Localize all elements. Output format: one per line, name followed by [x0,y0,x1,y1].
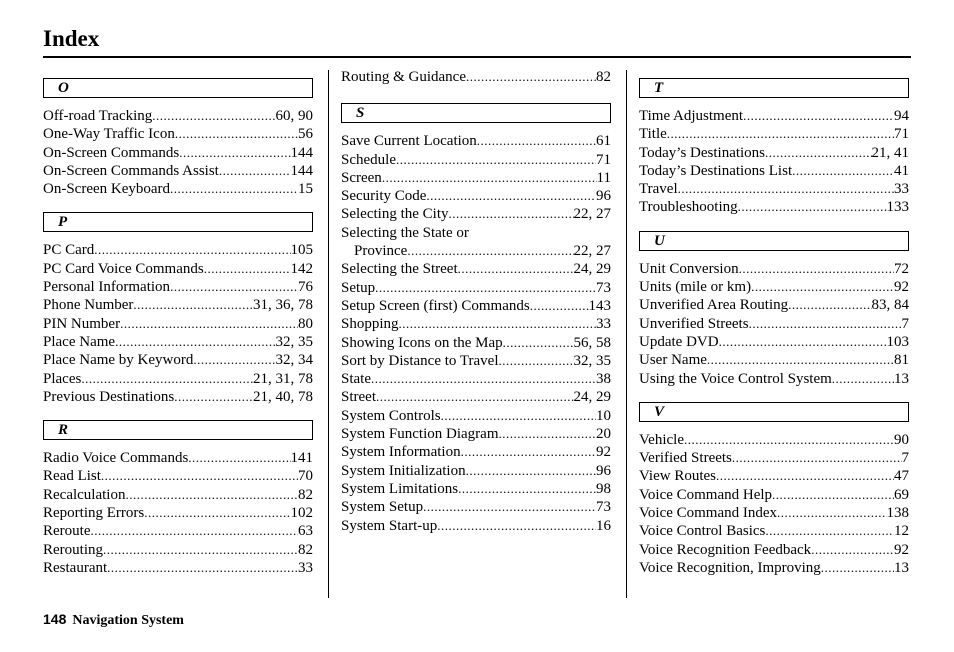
section-letter-heading: O [43,78,313,98]
index-entry [341,370,611,388]
page-references: 96 [596,462,611,479]
index-term: Unverified Area Routing [639,297,789,314]
index-entry [341,205,611,223]
index-entry [43,241,313,259]
index-term: PC Card [43,242,95,259]
index-term: Routing & Guidance [341,69,466,85]
page-references: 138 [886,505,909,522]
index-entry [43,370,313,388]
page-references: 32, 34 [275,352,313,369]
index-entry [639,370,909,388]
index-term: System Limitations [341,480,459,497]
index-term: Place Name by Keyword [43,352,194,369]
index-term: On-Screen Commands Assist [43,162,219,179]
dot-leader [175,125,298,143]
index-entry [43,107,313,125]
index-entry [639,333,909,351]
page-references: 69 [894,486,909,503]
page-references: 11 [596,169,611,186]
index-entry [639,278,909,296]
index-term: Showing Icons on the Map [341,334,503,351]
dot-leader [458,260,574,278]
dot-leader [382,169,597,187]
page-references: 32, 35 [275,333,313,350]
index-section [639,402,909,577]
dot-leader [170,180,298,198]
index-term: System Initialization [341,462,466,479]
dot-leader [94,241,290,259]
index-entry [43,162,313,180]
index-term: Reporting Errors [43,505,145,522]
index-entry [341,68,611,86]
index-entry [639,180,909,198]
index-section [341,103,611,535]
index-term: Personal Information [43,279,171,296]
index-entry [639,431,909,449]
dot-leader [103,541,298,559]
section-letter-heading: T [639,78,909,98]
index-term: Off-road Tracking [43,108,153,124]
index-term: Today’s Destinations [639,144,766,161]
index-entry [639,541,909,559]
index-term: Phone Number [43,297,134,314]
page-references: 73 [596,279,611,296]
dot-leader [144,504,290,522]
index-entry [639,351,909,369]
dot-leader [396,151,596,169]
index-entry [341,462,611,480]
index-entry [639,467,909,485]
index-entry [341,425,611,443]
dot-leader [107,559,298,577]
index-term: One-Way Traffic Icon [43,126,175,143]
page-references: 10 [596,407,611,424]
index-term: Selecting the City [341,206,449,223]
section-letter-heading: U [639,231,909,251]
index-term: Street [341,389,376,406]
dot-leader [174,388,253,406]
dot-leader [732,449,902,467]
dot-leader [375,279,596,297]
dot-leader [788,296,871,314]
page-references: 32, 35 [573,352,611,369]
page-references: 13 [894,559,909,576]
dot-leader [719,333,887,351]
page-references: 71 [894,126,909,143]
column-divider [626,70,627,598]
index-entry [341,407,611,425]
page-references: 92 [894,279,909,296]
index-term: User Name [639,352,707,369]
index-term: View Routes [639,468,717,485]
index-term: Restaurant [43,559,108,576]
index-term: Voice Recognition Feedback [639,541,812,558]
index-entry [43,467,313,485]
page-references: 21, 40, 78 [253,388,313,405]
index-term: System Function Diagram [341,426,499,443]
dot-leader [667,125,894,143]
dot-leader [738,198,887,216]
page-references: 82 [298,541,313,558]
index-entry [341,297,611,315]
index-entry [639,449,909,467]
index-entry [43,504,313,522]
dot-leader [811,541,894,559]
index-entry [341,279,611,297]
page-references: 61 [596,133,611,150]
dot-leader [115,333,275,351]
page-references: 144 [290,144,313,161]
dot-leader [90,522,298,540]
index-entry [341,352,611,370]
index-term: Voice Control Basics [639,523,766,540]
index-term: On-Screen Commands [43,144,180,161]
index-entry [639,162,909,180]
index-term: Time Adjustment [639,108,744,124]
page-references: 71 [596,151,611,168]
index-term: Setup [341,279,376,296]
index-entry [341,517,611,535]
footer-label: Navigation System [72,613,184,628]
dot-leader [466,68,596,86]
index-term: Previous Destinations [43,388,175,405]
index-term: System Information [341,444,461,461]
dot-leader [426,187,596,205]
index-term: Screen [341,169,382,186]
index-entry [639,486,909,504]
page-references: 22, 27 [573,206,611,223]
dot-leader [219,162,291,180]
index-term: Setup Screen (first) Commands [341,297,530,314]
index-section [639,78,909,217]
page-references: 15 [298,181,313,198]
index-entry [341,443,611,461]
index-column-2 [341,68,611,549]
index-entry [43,260,313,278]
dot-leader [204,260,291,278]
index-term: Travel [639,181,678,198]
index-term: Using the Voice Control System [639,370,832,387]
index-entry [341,480,611,498]
dot-leader [152,107,275,125]
index-term: Today’s Destinations List [639,162,793,179]
index-entry [639,260,909,278]
index-entry [639,296,909,314]
index-term: Vehicle [639,431,684,448]
page-references: 24, 29 [573,389,611,406]
index-entry [43,388,313,406]
index-term: System Setup [341,499,424,516]
page-references: 94 [894,108,909,124]
dot-leader [765,144,871,162]
page-references: 81 [894,352,909,369]
index-entry [43,144,313,162]
page-references: 13 [894,370,909,387]
page-references: 70 [298,468,313,485]
index-term: System Start-up [341,517,438,534]
page-references: 90 [894,431,909,448]
page-references: 20 [596,426,611,443]
index-entry [43,486,313,504]
index-term: Update DVD [639,333,719,350]
page-references: 41 [894,162,909,179]
dot-leader [777,504,886,522]
page-references: 103 [886,333,909,350]
index-term: On-Screen Keyboard [43,181,171,198]
index-entry [639,315,909,333]
dot-leader [792,162,894,180]
page-references: 82 [596,69,611,85]
page-references: 33 [298,559,313,576]
index-term: Selecting the Street [341,261,458,278]
dot-leader [193,351,275,369]
index-term: Sort by Distance to Travel [341,352,499,369]
page-references: 16 [596,517,611,534]
dot-leader [188,449,290,467]
page-references: 21, 41 [871,144,909,161]
index-entry [639,504,909,522]
page-references: 92 [894,541,909,558]
index-entry [43,449,313,467]
index-entry [43,315,313,333]
index-entry [639,125,909,143]
dot-leader [739,260,894,278]
index-entry [341,388,611,406]
index-term: Voice Command Index [639,505,778,522]
page-references: 12 [894,523,909,540]
index-entry [341,224,611,242]
index-term: Voice Recognition, Improving [639,559,821,576]
index-term: Shopping [341,316,399,333]
page-references: 102 [290,505,313,522]
index-entry [43,125,313,143]
page-references: 63 [298,523,313,540]
dot-leader [678,180,894,198]
page-references: 38 [596,371,611,388]
dot-leader [423,498,596,516]
dot-leader [716,467,894,485]
index-entry [639,522,909,540]
dot-leader [821,559,894,577]
dot-leader [477,132,596,150]
index-entry [341,498,611,516]
page-references: 7 [901,450,909,467]
index-entry [43,296,313,314]
index-section [639,231,909,388]
page-references: 141 [290,450,313,467]
page-references: 73 [596,499,611,516]
page-references: 144 [290,162,313,179]
index-term: Radio Voice Commands [43,450,189,467]
page-references: 47 [894,468,909,485]
index-term: Verified Streets [639,450,732,467]
index-entry [341,315,611,333]
index-entry [43,541,313,559]
page-references: 7 [901,315,909,332]
section-letter-heading: V [639,402,909,422]
page-references: 142 [290,260,313,277]
index-column-1 [43,78,313,591]
index-entry [341,334,611,352]
dot-leader [125,486,298,504]
index-term: System Controls [341,407,441,424]
index-term: Places [43,370,82,387]
index-entry [43,522,313,540]
dot-leader [707,351,894,369]
index-entry [43,180,313,198]
dot-leader [101,467,298,485]
page-references: 21, 31, 78 [253,370,313,387]
index-section [341,68,611,86]
page-references: 56, 58 [573,334,611,351]
index-entry [639,559,909,577]
index-entry [341,169,611,187]
index-term: Security Code [341,188,427,205]
index-entry [639,198,909,216]
index-entry [43,559,313,577]
page-references: 72 [894,260,909,277]
page-references: 33 [596,316,611,333]
index-column-3 [639,78,909,591]
page-title: Index [43,26,100,51]
dot-leader [530,297,589,315]
index-term: Schedule [341,151,396,168]
dot-leader [81,370,253,388]
index-term: Recalculation [43,486,126,503]
dot-leader [466,462,596,480]
index-entry [341,132,611,150]
index-entry [43,278,313,296]
dot-leader [376,388,574,406]
dot-leader [407,242,573,260]
dot-leader [437,517,596,535]
index-section [43,212,313,406]
dot-leader [749,315,902,333]
column-divider [328,70,329,598]
page-references: 76 [298,279,313,296]
index-entry [43,333,313,351]
page-references: 98 [596,480,611,497]
dot-leader [832,370,894,388]
index-section [43,78,313,198]
index-term: Selecting the State or [341,224,469,241]
index-term: Read List [43,468,101,485]
section-letter-heading: S [341,103,611,123]
page-references: 83, 84 [871,297,909,314]
title-rule [43,56,911,58]
page-references: 105 [290,242,313,259]
dot-leader [399,315,596,333]
page-references: 92 [596,444,611,461]
page-references: 80 [298,315,313,332]
index-term: Rerouting [43,541,103,558]
dot-leader [458,480,596,498]
dot-leader [448,205,573,223]
dot-leader [170,278,298,296]
index-section [43,420,313,577]
dot-leader [120,315,298,333]
index-term: Unverified Streets [639,315,749,332]
dot-leader [499,425,597,443]
dot-leader [684,431,894,449]
index-entry [43,351,313,369]
index-entry [341,187,611,205]
dot-leader [751,278,894,296]
index-term: Save Current Location [341,133,477,150]
index-term: Unit Conversion [639,260,739,277]
dot-leader [772,486,894,504]
index-term: Reroute [43,523,91,540]
page-references: 31, 36, 78 [253,297,313,314]
index-entry [341,242,611,260]
index-entry [341,151,611,169]
page-references: 33 [894,181,909,198]
dot-leader [503,334,574,352]
index-term: Title [639,126,667,143]
page-references: 60, 90 [275,108,313,124]
page-references: 24, 29 [573,261,611,278]
index-term: PIN Number [43,315,121,332]
dot-leader [371,370,596,388]
dot-leader [441,407,596,425]
index-term: Voice Command Help [639,486,773,503]
dot-leader [765,522,894,540]
page-number: 148 [43,611,67,627]
index-term: Units (mile or km) [639,279,752,296]
index-entry [639,144,909,162]
page-footer [43,610,184,630]
page-references: 143 [588,297,611,314]
dot-leader [179,144,290,162]
page-references: 133 [886,199,909,216]
index-term: Troubleshooting [639,199,738,216]
section-letter-heading: P [43,212,313,232]
index-term: Province [354,243,408,260]
page-references: 56 [298,126,313,143]
dot-leader [499,352,574,370]
page-references: 96 [596,188,611,205]
page-references: 82 [298,486,313,503]
dot-leader [133,296,253,314]
index-entry [341,260,611,278]
index-term: State [341,371,371,388]
dot-leader [743,107,894,125]
index-term: Place Name [43,333,116,350]
index-entry [639,107,909,125]
dot-leader [461,443,596,461]
index-term: PC Card Voice Commands [43,260,204,277]
section-letter-heading: R [43,420,313,440]
page-references: 22, 27 [573,243,611,260]
